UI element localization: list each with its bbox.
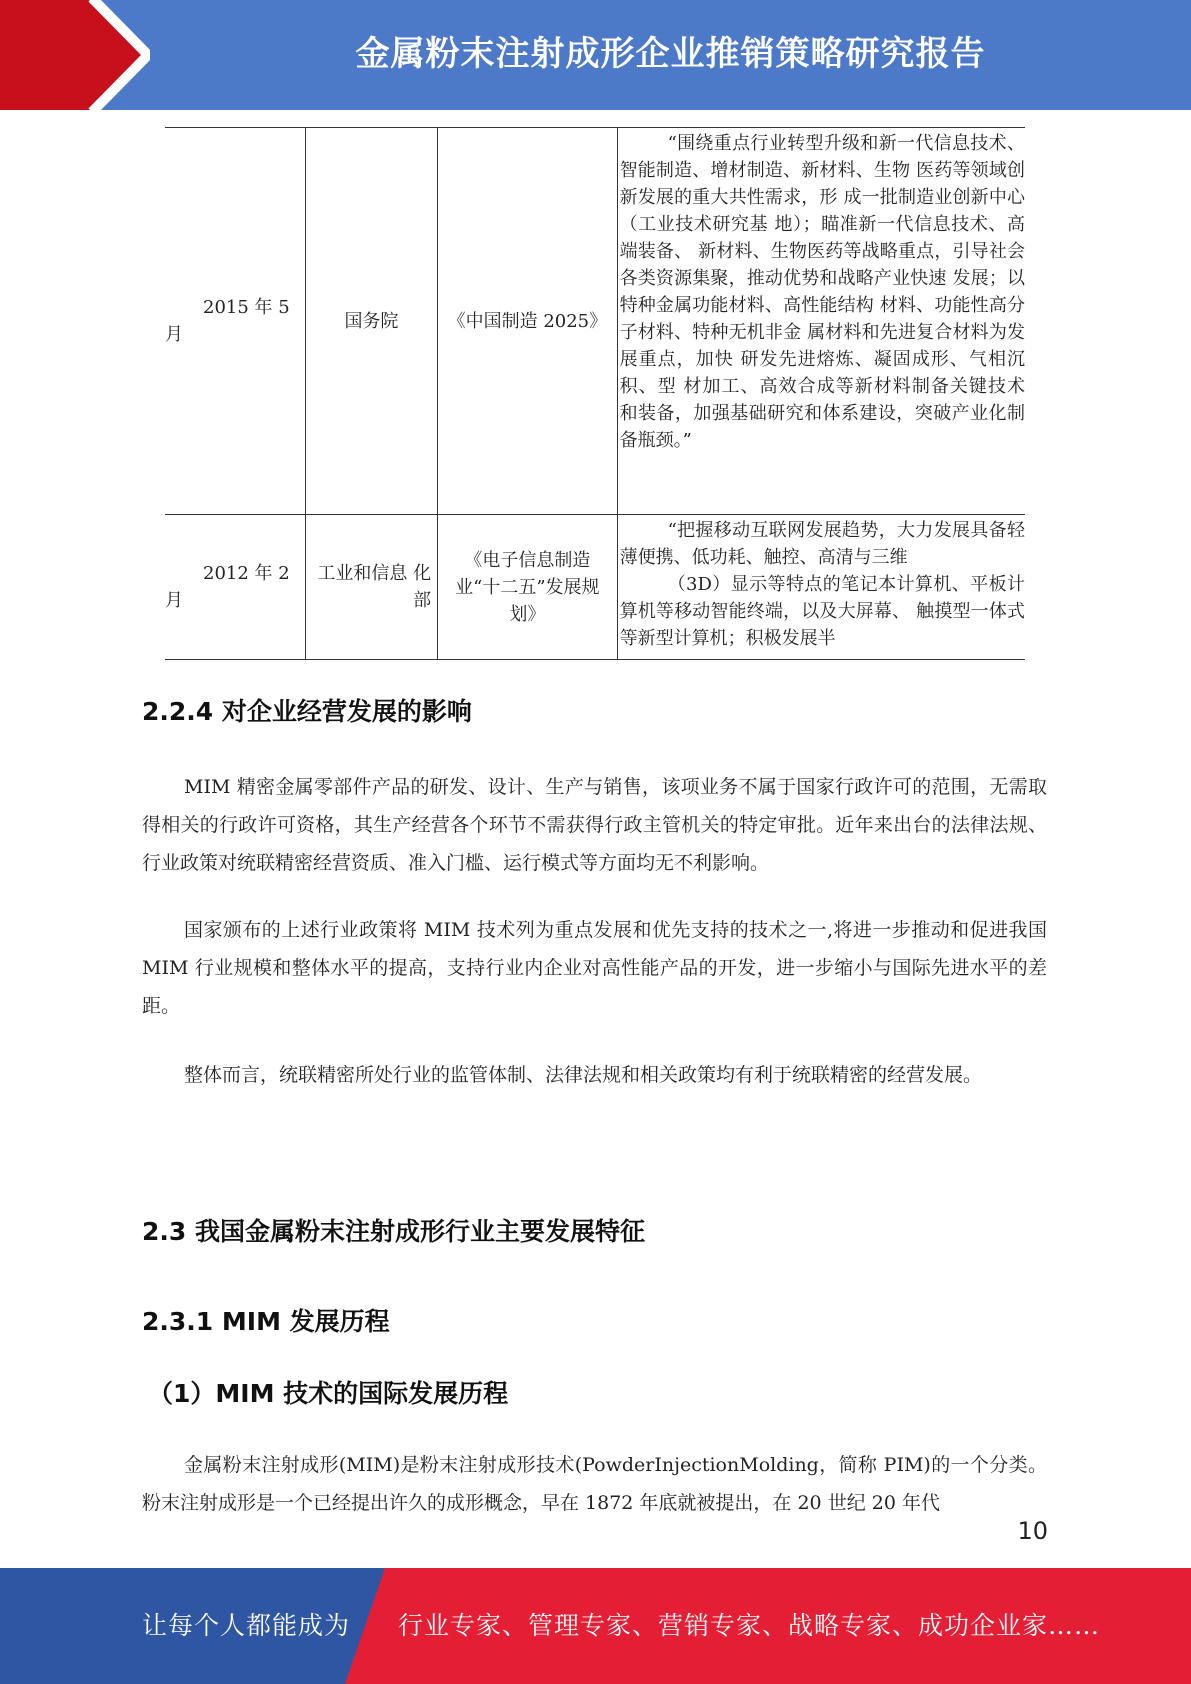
header-red-arrow-shape	[0, 0, 150, 110]
section-heading-2-3-1: 2.3.1 MIM 发展历程	[142, 1307, 390, 1336]
table-cell-content	[617, 515, 1025, 660]
subsection-heading: （1）MIM 技术的国际发展历程	[148, 1379, 509, 1408]
body-paragraph: 整体而言，统联精密所处行业的监管体制、法律法规和相关政策均有利于统联精密的经营发展。	[184, 1064, 983, 1086]
report-title: 金属粉末注射成形企业推销策略研究报告	[355, 34, 986, 74]
table-cell-content: “围绕重点行业转型升级和新一代信息技术、智能制造、增材制造、新材料、生物 医药等领域创新发展的重大共性需求，形 成一批制造业创新中心（工业技术研究基 地）；瞄准新一代信息技术、高端装备、 新材料、生物医药等战略重点，引导社会 各类资源集聚，推动优势和战略产业快速 发展；以特种金属功能材料、高性能结构 材料、功能性高分子材料、特种无机非金 属材料和先进复合材料为发展重点，加快 研发先进熔炼、凝固成形、气相沉积、型 材加工、高效合成等新材料制备关键技术 和装备，加强基础研究和体系建设，突破产业化制备瓶颈。”	[617, 128, 1025, 515]
page-number: 10	[1017, 1517, 1048, 1545]
table-cell-document: 《电子信息制造 业“十二五”发展规划》	[438, 515, 617, 660]
table-cell-content-line: （3D）显示等特点的笔记本计算机、平板计算机等移动智能终端，以及大屏幕、 触摸型一体式等新型计算机；积极发展半	[619, 574, 1025, 649]
table-cell-department: 工业和信息 化部	[305, 515, 437, 660]
section-heading-2-2-4: 2.2.4 对企业经营发展的影响	[142, 697, 472, 726]
table-row	[165, 128, 1025, 515]
table-cell-content-line: “把握移动互联网发展趋势，大力发展具备轻薄便携、低功耗、触控、高清与三维	[619, 520, 1025, 568]
section-heading-2-3: 2.3 我国金属粉末注射成形行业主要发展特征	[142, 1217, 645, 1246]
table-cell-department: 国务院	[305, 128, 437, 515]
body-paragraph: 国家颁布的上述行业政策将 MIM 技术列为重点发展和优先支持的技术之一,将进一步推动和促进我国 MIM 行业规模和整体水平的提高，支持行业内企业对高性能产品的开发，进一步缩小与国际先进水平的差距。	[142, 919, 1047, 1017]
table-cell-document: 《中国制造 2025》	[438, 128, 617, 515]
body-paragraph: MIM 精密金属零部件产品的研发、设计、生产与销售，该项业务不属于国家行政许可的范围，无需取得相关的行政许可资格，其生产经营各个环节不需获得行政主管机关的特定审批。近年来出台的法律法规、行业政策对统联精密经营资质、准入门槛、运行模式等方面均无不利影响。	[142, 776, 1047, 874]
footer-slogan-right: 行业专家、管理专家、营销专家、战略专家、成功企业家……	[398, 1611, 1101, 1640]
policy-table	[165, 127, 1025, 660]
page-footer	[0, 1568, 1191, 1684]
table-cell-date: 2012 年 2 月	[165, 515, 305, 660]
footer-slogan-left: 让每个人都能成为	[142, 1611, 351, 1640]
body-paragraph: 金属粉末注射成形(MIM)是粉末注射成形技术(PowderInjectionMolding，简称 PIM)的一个分类。粉末注射成形是一个已经提出许久的成形概念，早在 1872 年底就被提出，在 20 世纪 20 年代	[142, 1454, 1047, 1514]
table-cell-date: 2015 年 5 月	[165, 128, 305, 515]
table-row	[165, 515, 1025, 660]
page-header	[0, 0, 1191, 110]
